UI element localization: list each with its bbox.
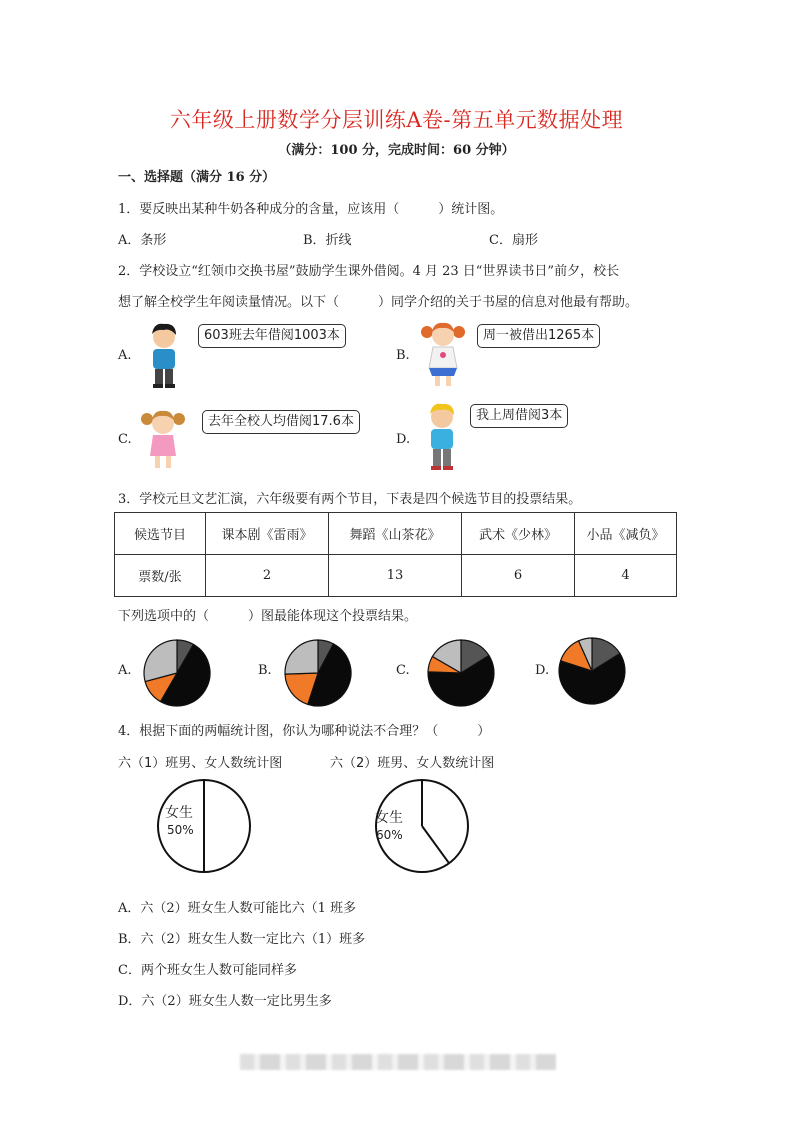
- q3-option-c-letter: C.: [396, 663, 410, 678]
- table-header-cell: 候选节目: [115, 513, 206, 555]
- question-4: 4．根据下面的两幅统计图，你认为哪种说法不合理？（ ）: [118, 724, 491, 739]
- table-header-row: [115, 513, 677, 555]
- boy-figure-icon: [140, 320, 188, 392]
- q4-option-a: A．六（2）班女生人数可能比六（1 班多: [118, 901, 357, 916]
- chart-2-label: 女生: [375, 810, 403, 826]
- question-3: 3．学校元旦文艺汇演，六年级要有两个节目，下表是四个候选节目的投票结果。: [118, 492, 582, 507]
- boy-figure-icon: [418, 400, 466, 474]
- pie-option-c: [424, 636, 498, 710]
- table-cell: 13: [329, 555, 462, 597]
- table-header-cell: 舞蹈《山茶花》: [329, 513, 462, 555]
- question-3-prompt: 下列选项中的（ ）图最能体现这个投票结果。: [118, 609, 418, 624]
- q2-option-d-letter: D.: [396, 432, 411, 447]
- q2-option-a-letter: A.: [118, 348, 132, 363]
- pie-option-a: [140, 636, 214, 710]
- q3-option-a-letter: A.: [118, 663, 132, 678]
- q2-option-b-letter: B.: [396, 348, 410, 363]
- table-row: [115, 555, 677, 597]
- question-2-line-1: 2．学校设立“红领巾交换书屋”鼓励学生课外借阅。4 月 23 日“世界读书日”前夕，校长: [118, 264, 620, 279]
- vote-table: [114, 512, 677, 597]
- table-cell: 4: [575, 555, 677, 597]
- girl-figure-icon: [138, 406, 188, 472]
- q1-option-a: A．条形: [118, 233, 167, 248]
- girl-figure-icon: [418, 318, 468, 390]
- chart-2-title: 六（2）班男、女人数统计图: [330, 756, 495, 771]
- pie-option-b: [281, 636, 355, 710]
- table-cell: 6: [462, 555, 575, 597]
- page-subtitle: （满分：100 分，完成时间：60 分钟）: [278, 143, 515, 158]
- page-title: 六年级上册数学分层训练A卷-第五单元数据处理: [169, 108, 624, 132]
- class-1-gender-pie: [146, 777, 262, 877]
- q3-option-d-letter: D.: [535, 663, 550, 678]
- q2-bubble-c: 去年全校人均借阅17.6本: [202, 410, 360, 434]
- table-cell: 票数/张: [115, 555, 206, 597]
- class-2-gender-pie: [366, 777, 482, 877]
- chart-1-title: 六（1）班男、女人数统计图: [118, 756, 283, 771]
- q1-option-c: C．扇形: [489, 233, 538, 248]
- pie-slice-gray: [285, 640, 318, 674]
- chart-1-percent: 50%: [167, 823, 194, 837]
- question-1: 1．要反映出某种牛奶各种成分的含量，应该用（ ）统计图。: [118, 202, 504, 217]
- q4-option-d: D．六（2）班女生人数一定比男生多: [118, 994, 332, 1009]
- table-header-cell: 小品《减负》: [575, 513, 677, 555]
- q2-bubble-b: 周一被借出1265本: [477, 324, 600, 348]
- q2-option-c-letter: C.: [118, 432, 132, 447]
- question-2-line-2: 想了解全校学生年阅读量情况。以下（ ）同学介绍的关于书屋的信息对他最有帮助。: [118, 295, 639, 310]
- q2-bubble-d: 我上周借阅3本: [470, 404, 568, 428]
- chart-1-label: 女生: [165, 805, 193, 821]
- pie-option-d: [555, 634, 629, 708]
- q3-option-b-letter: B.: [258, 663, 272, 678]
- chart-2-percent: 60%: [376, 828, 403, 842]
- table-header-cell: 课本剧《雷雨》: [206, 513, 329, 555]
- q4-option-b: B．六（2）班女生人数一定比六（1）班多: [118, 932, 366, 947]
- section-heading: 一、选择题（满分 16 分）: [118, 170, 276, 185]
- q1-option-b: B．折线: [303, 233, 352, 248]
- q2-bubble-a: 603班去年借阅1003本: [198, 324, 346, 348]
- footer-watermark: [240, 1054, 556, 1070]
- table-header-cell: 武术《少林》: [462, 513, 575, 555]
- table-cell: 2: [206, 555, 329, 597]
- q4-option-c: C．两个班女生人数可能同样多: [118, 963, 297, 978]
